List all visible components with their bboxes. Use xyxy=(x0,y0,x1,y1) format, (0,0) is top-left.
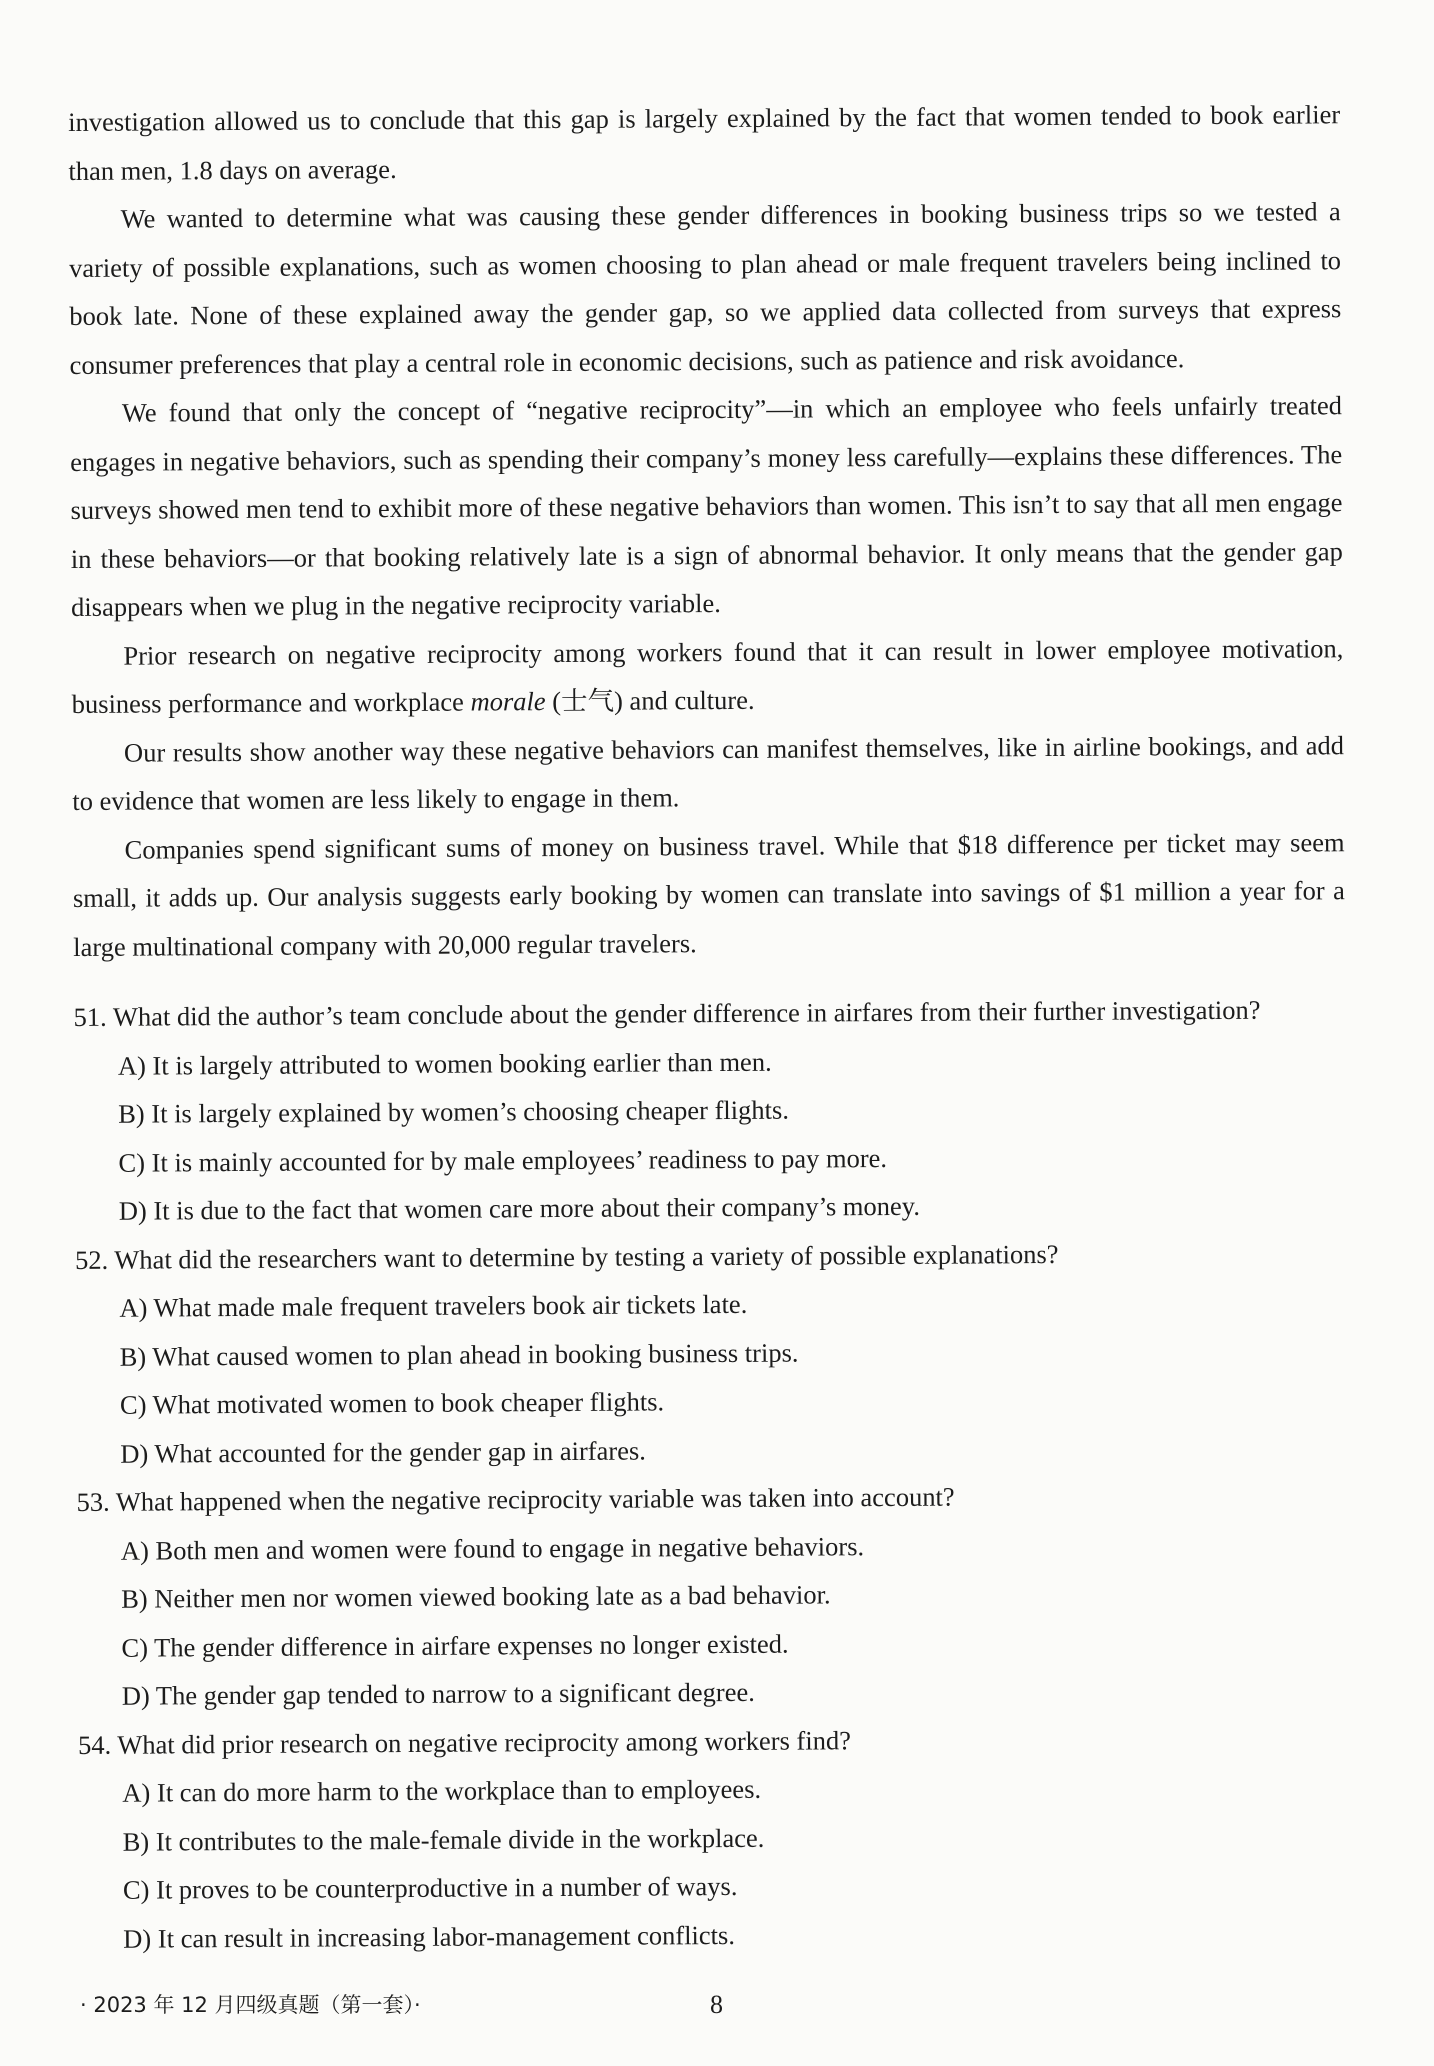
passage-paragraph-2: We wanted to determine what was causing these gender differences in booking business trips so we tested a variety of possible explanations, such as women choosing to plan ahead or male frequent travelers being inclined to book late. None of these explained away the gender gap, so we applied data collected from surveys that express consumer preferences that play a central role in economic decisions, such as patience and risk avoidance. xyxy=(68,196,1342,380)
question-51 xyxy=(73,985,1346,1235)
passage-paragraph-4 xyxy=(71,624,1344,729)
question-52 xyxy=(75,1228,1348,1478)
option-c: C) What motivated women to book cheaper flights. xyxy=(119,1386,665,1420)
question-54 xyxy=(78,1713,1351,1963)
option-d: D) It can result in increasing labor-management conflicts. xyxy=(123,1919,736,1954)
option-d: D) What accounted for the gender gap in airfares. xyxy=(120,1434,646,1469)
passage-paragraph-1: investigation allowed us to conclude that this gap is largely explained by the fact that women tended to book earlier than men, 1.8 days on average. xyxy=(68,99,1341,186)
passage-paragraph-3: We found that only the concept of “negative reciprocity”—in which an employee who feels unfairly treated engages in negative behaviors, such as spending their company’s money less carefully—explains these differences. The surveys showed men tend to exhibit more of these negative behaviors than women. This isn’t to say that all men engage in these behaviors—or that booking relatively late is a sign of abnormal behavior. It only means that the gender gap disappears when we plug in the negative reciprocity variable. xyxy=(70,390,1343,622)
paragraph-4-text-end: (士气) and culture. xyxy=(545,684,755,717)
italic-term-morale: morale xyxy=(470,686,546,717)
option-a: A) It can do more harm to the workplace than to employees. xyxy=(122,1773,762,1808)
option-a: A) What made male frequent travelers book air tickets late. xyxy=(119,1288,748,1323)
option-b: B) It contributes to the male-female divide in the workplace. xyxy=(122,1822,765,1857)
question-stem: 52. What did the researchers want to determine by testing a variety of possible explanations? xyxy=(75,1238,1059,1275)
option-b: B) Neither men nor women viewed booking late as a bad behavior. xyxy=(121,1579,831,1614)
option-a: A) It is largely attributed to women booking earlier than men. xyxy=(117,1046,772,1081)
question-stem: 51. What did the author’s team conclude about the gender difference in airfares from their further investigation? xyxy=(73,994,1261,1032)
option-c: C) It is mainly accounted for by male employees’ readiness to pay more. xyxy=(118,1142,888,1178)
option-d: D) The gender gap tended to narrow to a significant degree. xyxy=(121,1676,755,1711)
page-number: 8 xyxy=(710,1990,723,2019)
question-stem: 53. What happened when the negative reciprocity variable was taken into account? xyxy=(76,1481,955,1517)
passage-paragraph-5: Our results show another way these negative behaviors can manifest themselves, like in airline bookings, and add to evidence that women are less likely to engage in them. xyxy=(72,729,1345,816)
option-c: C) The gender difference in airfare expenses no longer existed. xyxy=(121,1628,789,1663)
exam-label: · 2023 年 12 月四级真题（第一套）· xyxy=(80,1993,421,2017)
option-b: B) What caused women to plan ahead in booking business trips. xyxy=(119,1337,799,1372)
passage-paragraph-6: Companies spend significant sums of money on business travel. While that $18 difference per ticket may seem small, it adds up. Our analysis suggests early booking by women can translate into savings of $1 million a year for a large multinational company with 20,000 regular travelers. xyxy=(72,826,1345,962)
question-list xyxy=(73,985,1351,1963)
option-a: A) Both men and women were found to engage in negative behaviors. xyxy=(120,1530,865,1566)
option-d: D) It is due to the fact that women care more about their company’s money. xyxy=(118,1190,920,1226)
option-c: C) It proves to be counterproductive in a number of ways. xyxy=(122,1870,738,1905)
paragraph-4-text-start: Prior research on negative reciprocity among workers found that it can result in lower employee motivation, business performance and workplace xyxy=(71,632,1344,719)
reading-passage xyxy=(68,90,1345,971)
question-53 xyxy=(76,1470,1349,1720)
option-b: B) It is largely explained by women’s choosing cheaper flights. xyxy=(118,1094,789,1129)
exam-page xyxy=(68,90,1351,1963)
question-stem: 54. What did prior research on negative reciprocity among workers find? xyxy=(77,1724,852,1760)
